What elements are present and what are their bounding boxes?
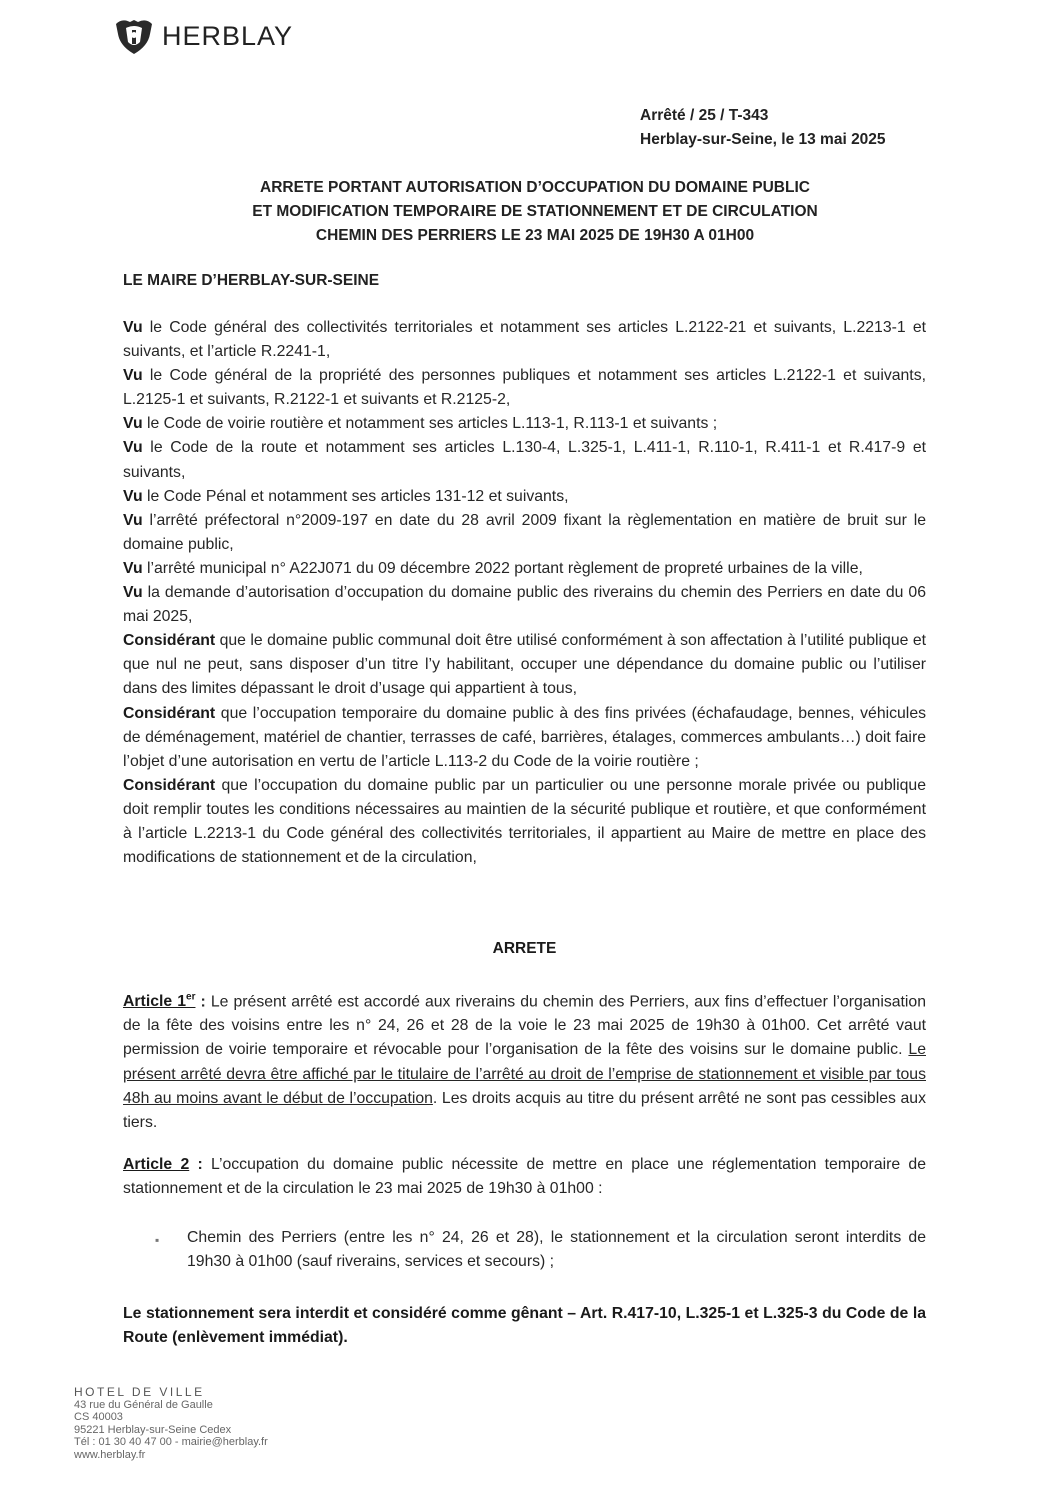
visa-paragraph xyxy=(123,485,926,509)
considerant-lead: Considérant xyxy=(123,632,216,650)
visa-text: le Code général de la propriété des personnes publiques et notamment ses articles L.2122-1 et suivants, L.2125-1 et suivants, R.2122-1 et suivants et R.2125-2, xyxy=(123,367,926,409)
article-2-label: Article 2 xyxy=(123,1156,190,1173)
visa-paragraph xyxy=(123,509,926,557)
article-2-text: L’occupation du domaine public nécessite de mettre en place une réglementation temporaire de stationnement et de la circulation le 23 mai 2025 de 19h30 à 01h00 : xyxy=(123,1156,927,1198)
considerant-text: que l’occupation du domaine public par un particulier ou une personne morale privée ou publique doit remplir toutes les conditions nécessaires au maintien de la sécurité publique et routière, et que conformément à l’article L.2213-1 du Code général des collectivités territoriales, il appartient au Maire de mettre en place des modifications de stationnement et de la circulation, xyxy=(123,776,926,867)
considerant-lead: Considérant xyxy=(123,776,216,794)
article-1-text-end: . Les droits acquis au titre du présent arrêté ne sont pas cessibles aux tiers. xyxy=(123,1089,926,1131)
visa-text: l’arrêté municipal n° A22J071 du 09 décembre 2022 portant règlement de propreté urbaines de la ville, xyxy=(142,559,863,577)
footer-line: 43 rue du Général de Gaulle xyxy=(74,1398,213,1411)
footer-line: Tél : 01 30 40 47 00 - mairie@herblay.fr xyxy=(74,1436,268,1448)
visa-lead: Vu xyxy=(123,511,143,529)
visa-text: l’arrêté préfectoral n°2009-197 en date du 28 avril 2009 fixant la règlementation en matière de bruit sur le domaine public, xyxy=(123,511,926,553)
arrete-heading: ARRETE xyxy=(492,940,557,957)
article-2-colon: : xyxy=(189,1156,203,1173)
visa-paragraph xyxy=(123,557,926,581)
visa-text: le Code général des collectivités territoriales et notamment ses articles L.2122-21 et suivants, L.2213-1 et suivants, et l’article R.2241-1, xyxy=(123,319,926,361)
reference-block xyxy=(640,104,886,152)
article-1-underlined-text: Le présent arrêté devra être affiché par le titulaire de l’arrêté au droit de l’emprise de stationnement et visible par tous 48h au moins avant le début de l’occupation xyxy=(123,1041,926,1107)
article-1-sup: er xyxy=(186,992,196,1003)
considerant-paragraph xyxy=(123,629,926,701)
article-2 xyxy=(123,1153,926,1201)
footer-line: CS 40003 xyxy=(74,1411,123,1423)
footer-line: www.herblay.fr xyxy=(74,1448,146,1461)
herblay-logo xyxy=(112,16,293,56)
considerant-text: que l’occupation temporaire du domaine public à des fins privées (échafaudage, bennes, véhicules de déménagement, matériel de chantier, terrasses de café, barrières, étalages, commerces ambulants…) doit faire l’objet d’une autorisation en vertu de l’article L.113-2 du Code de la voirie routière ; xyxy=(123,704,926,770)
visa-lead: Vu xyxy=(123,439,143,457)
footer-hotel-de-ville: HOTEL DE VILLE xyxy=(74,1385,205,1399)
authority-heading: LE MAIRE D’HERBLAY-SUR-SEINE xyxy=(123,272,380,289)
considerant-text: que le domaine public communal doit être utilisé conformément à son affectation à l’utilité publique et que nul ne peut, sans disposer d’un titre l’y habilitant, occuper une dépendance du domaine public ou l’utiliser dans des limites dépassant le droit d’usage qui appartient à tous, xyxy=(123,632,926,698)
visa-lead: Vu xyxy=(123,487,143,505)
article-1-label-text: Article 1 xyxy=(123,993,187,1011)
article-2-bullet xyxy=(155,1226,926,1274)
title-line-2: ET MODIFICATION TEMPORAIRE DE STATIONNEMENT ET DE CIRCULATION xyxy=(252,203,818,220)
visa-paragraph xyxy=(123,316,926,364)
place-date: Herblay-sur-Seine, le 13 mai 2025 xyxy=(640,131,886,148)
visa-lead: Vu xyxy=(123,319,143,336)
visa-paragraph xyxy=(123,581,926,629)
footer-line: 95221 Herblay-sur-Seine Cedex xyxy=(74,1423,232,1436)
article-1-colon: : xyxy=(195,993,206,1011)
article-1 xyxy=(123,986,926,1135)
article-1-text: Le présent arrêté est accordé aux riverains du chemin des Perriers, aux fins d’effectuer l’organisation de la fête des voisins entre les n° 24, 26 et 28 de la voie le 23 mai 2025 de 19h30 à 01h00. Cet arrêté vaut permission de voirie temporaire et révocable pour l’organisation de la fête des voisins sur le domaine public. xyxy=(123,993,926,1059)
visa-lead: Vu xyxy=(123,367,143,385)
considerant-paragraph xyxy=(123,702,926,774)
visa-text: le Code de voirie routière et notamment ses articles L.113-1, R.113-1 et suivants ; xyxy=(142,415,718,433)
considerant-lead: Considérant xyxy=(123,704,216,722)
bullet-icon: ▪ xyxy=(155,1233,160,1247)
considerant-paragraph xyxy=(123,774,926,870)
logo-text: HERBLAY xyxy=(162,20,294,51)
visa-paragraph xyxy=(123,364,926,412)
visa-lead: Vu xyxy=(123,559,143,577)
visa-text: le Code Pénal et notamment ses articles 131-12 et suivants, xyxy=(142,487,569,505)
visas-section xyxy=(123,316,926,870)
visa-text: le Code de la route et notamment ses articles L.130-4, L.325-1, L.411-1, R.110-1, R.411-1 et R.417-9 et suivants, xyxy=(123,439,926,481)
coat-of-arms-icon xyxy=(112,16,156,56)
visa-lead: Vu xyxy=(123,584,143,602)
visa-paragraph xyxy=(123,412,926,436)
title-line-3: CHEMIN DES PERRIERS LE 23 MAI 2025 DE 19H30 A 01H00 xyxy=(315,227,755,244)
final-statement: Le stationnement sera interdit et considéré comme gênant – Art. R.417-10, L.325-1 et L.325-3 du Code de la Route (enlèvement immédiat). xyxy=(123,1305,926,1347)
visa-lead: Vu xyxy=(123,415,143,433)
arrete-number: Arrêté / 25 / T-343 xyxy=(640,107,769,124)
bullet-text: Chemin des Perriers (entre les n° 24, 26 et 28), le stationnement et la circulation seront interdits de 19h30 à 01h00 (sauf riverains, services et secours) ; xyxy=(187,1229,926,1271)
article-1-label xyxy=(123,993,195,1010)
title-line-1: ARRETE PORTANT AUTORISATION D’OCCUPATION DU DOMAINE PUBLIC xyxy=(260,179,810,196)
footer-address xyxy=(74,1386,268,1461)
document-title xyxy=(120,176,950,248)
visa-paragraph xyxy=(123,436,926,484)
visa-text: la demande d’autorisation d’occupation du domaine public des riverains du chemin des Perriers en date du 06 mai 2025, xyxy=(123,584,926,626)
